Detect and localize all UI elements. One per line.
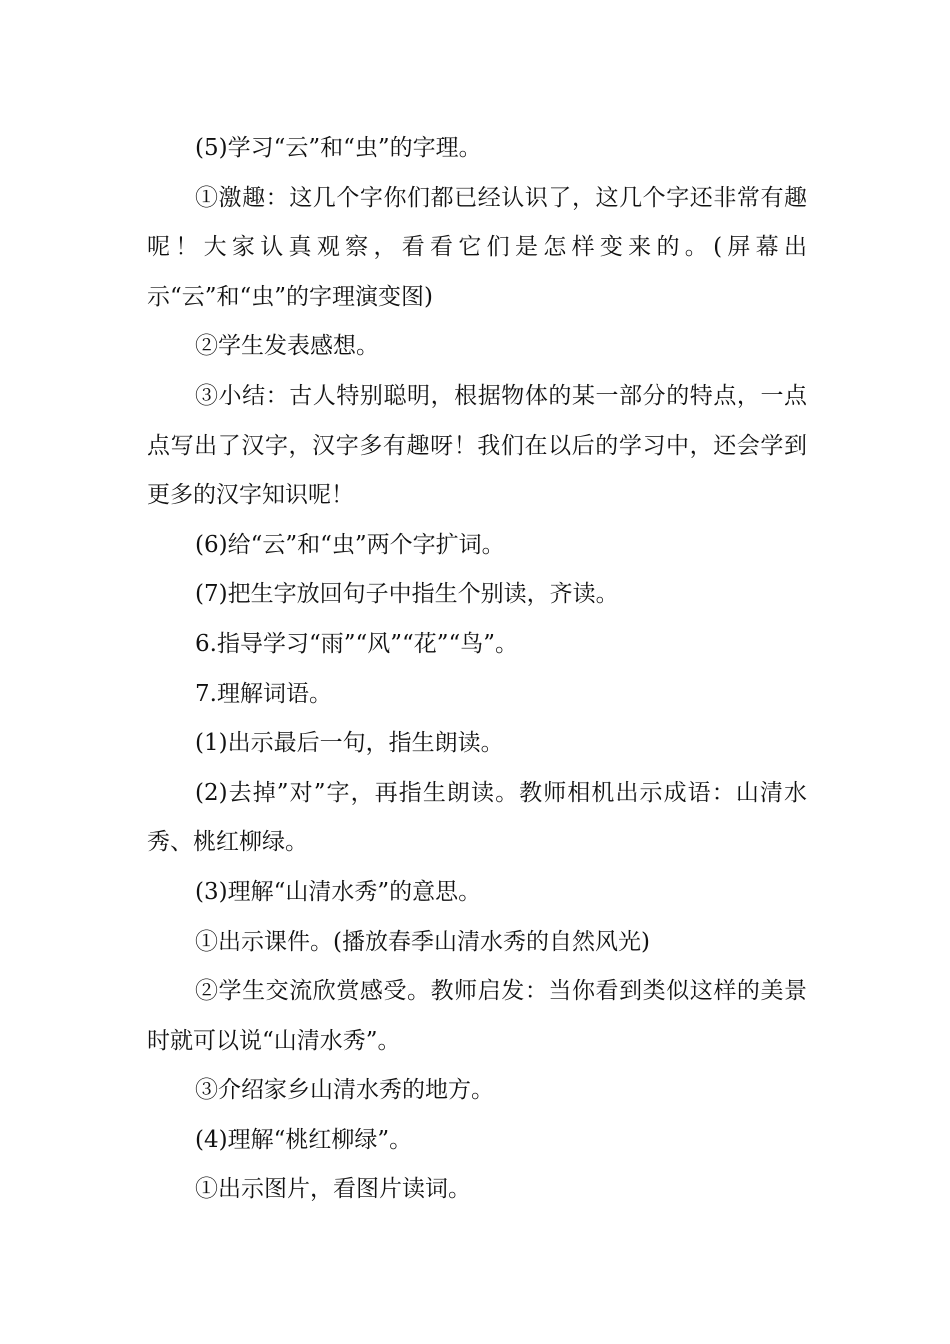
document-body bbox=[147, 124, 807, 1215]
paragraph: ①出示图片，看图片读词。 bbox=[195, 1176, 471, 1203]
paragraph: (1)出示最后一句，指生朗读。 bbox=[195, 730, 504, 757]
paragraph: 6.指导学习“雨”“风”“花”“鸟”。 bbox=[195, 630, 519, 657]
paragraph: ①激趣：这几个字你们都已经认识了，这几个字还非常有趣呢！大家认真观察，看看它们是怎样变来的。(屏幕出示“云”和“虫”的字理演变图) bbox=[147, 184, 807, 310]
paragraph: ①出示课件。(播放春季山清水秀的自然风光) bbox=[195, 928, 650, 955]
paragraph: (5)学习“云”和“虫”的字理。 bbox=[195, 135, 482, 161]
paragraph: (2)去掉”对”字，再指生朗读。教师相机出示成语：山清水秀、桃红柳绿。 bbox=[147, 779, 807, 856]
paragraph: (4)理解“桃红柳绿”。 bbox=[195, 1126, 413, 1153]
paragraph: ③小结：古人特别聪明，根据物体的某一部分的特点，一点点写出了汉字，汉字多有趣呀！我们在以后的学习中，还会学到更多的汉字知识呢！ bbox=[147, 382, 807, 509]
paragraph: 7.理解词语。 bbox=[195, 680, 332, 707]
paragraph: (3)理解“山清水秀”的意思。 bbox=[195, 878, 482, 905]
paragraph: (6)给“云”和“虫”两个字扩词。 bbox=[195, 531, 505, 558]
paragraph: ②学生发表感想。 bbox=[195, 333, 379, 360]
paragraph: (7)把生字放回句子中指生个别读，齐读。 bbox=[195, 581, 619, 608]
paragraph: ③介绍家乡山清水秀的地方。 bbox=[195, 1077, 494, 1104]
paragraph: ②学生交流欣赏感受。教师启发：当你看到类似这样的美景时就可以说“山清水秀”。 bbox=[147, 978, 807, 1054]
